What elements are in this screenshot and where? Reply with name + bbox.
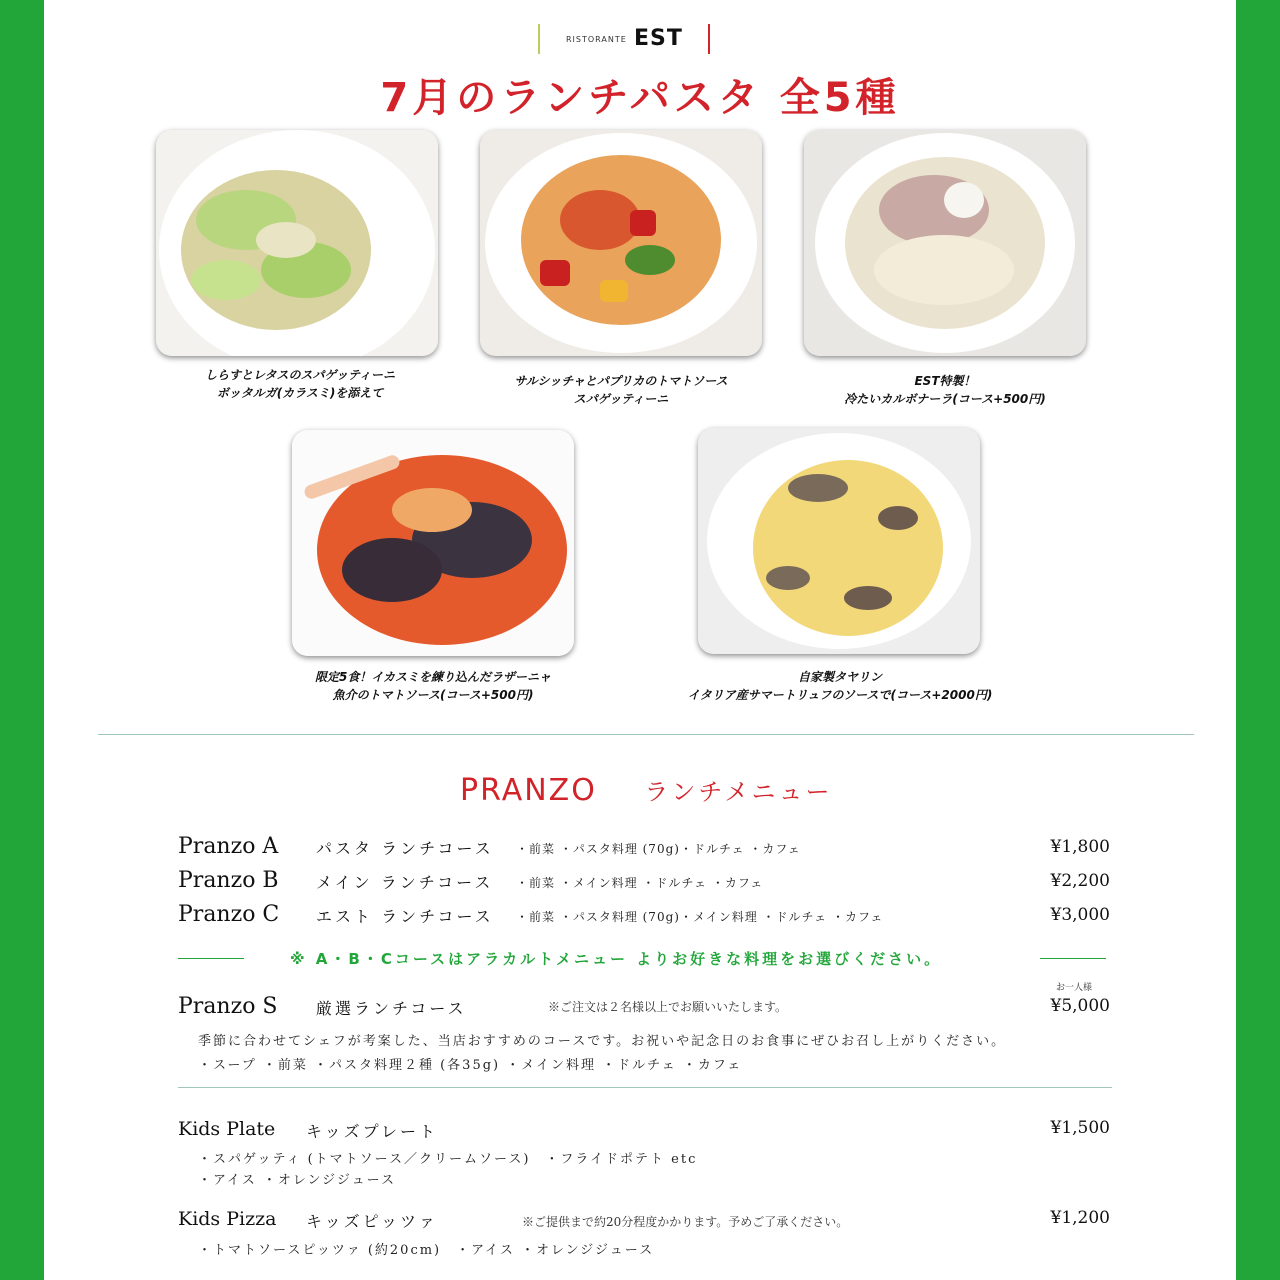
pasta-photo-2: [480, 130, 762, 356]
kids-plate-items: ・アイス ・オレンジジュース: [198, 1173, 396, 1188]
pasta-caption-4: [292, 668, 574, 704]
restaurant-logo: [538, 22, 710, 56]
course-items: ・前菜 ・パスタ料理 (70g)・メイン料理 ・ドルチェ ・カフェ: [516, 910, 884, 924]
section-divider: [98, 734, 1194, 735]
pasta-caption-1: [180, 366, 420, 402]
logo-right-bar: [708, 24, 710, 54]
caption-line: サルシッチャとパプリカのトマトソース: [514, 374, 728, 388]
course-type: パスタ ランチコース: [316, 839, 494, 858]
pasta-photo-3: [804, 130, 1086, 356]
course-name: Pranzo B: [178, 868, 279, 893]
caption-line: スパゲッティーニ: [573, 392, 669, 406]
per-person-label: お一人様: [1056, 983, 1093, 993]
kids-pizza-note: ※ご提供まで約20分程度かかります。予めご了承ください。: [522, 1215, 849, 1229]
pasta-caption-5: [660, 668, 1020, 704]
pranzo-heading: [460, 772, 832, 808]
course-type: 厳選ランチコース: [316, 999, 467, 1018]
pasta-photo-4: [292, 430, 574, 656]
pasta-photo-1: [156, 130, 438, 356]
course-price: ¥3,000: [1050, 905, 1110, 925]
kids-pizza-name: Kids Pizza: [178, 1208, 277, 1230]
abc-course-note: ※ A・B・Cコースはアラカルトメニュー よりお好きな料理をお選びください。: [290, 950, 943, 968]
kids-plate-price: ¥1,500: [1050, 1118, 1110, 1138]
logo-left-bar: [538, 24, 540, 54]
caption-line: 限定5食！イカスミを練り込んだラザーニャ: [315, 670, 551, 684]
caption-line: イタリア産サマートリュフのソースで(コース+2000円): [687, 688, 993, 702]
special-note: ※ご注文は２名様以上でお願いいたします。: [548, 1000, 788, 1014]
left-green-border: [0, 0, 44, 1280]
logo-est: EST: [634, 26, 683, 51]
pasta-caption-2: [480, 372, 762, 408]
course-price: ¥2,200: [1050, 871, 1110, 891]
caption-line: EST特製！: [914, 374, 976, 388]
kids-pizza-price: ¥1,200: [1050, 1208, 1110, 1228]
pasta-photo-5: [698, 428, 980, 654]
right-green-border: [1236, 0, 1280, 1280]
page-title: 7月のランチパスタ 全5種: [380, 75, 900, 121]
logo-ristorante: RISTORANTE: [566, 35, 627, 44]
note-rule-left: [178, 958, 244, 959]
kids-divider: [178, 1087, 1112, 1088]
course-name: Pranzo S: [178, 994, 278, 1019]
pasta-caption-3: [804, 372, 1086, 408]
kids-plate-items: ・スパゲッティ (トマトソース／クリームソース) ・フライドポテト etc: [198, 1152, 698, 1167]
note-rule-right: [1040, 958, 1106, 959]
caption-line: 冷たいカルボナーラ(コース+500円): [844, 392, 1046, 406]
kids-plate-name: Kids Plate: [178, 1118, 276, 1140]
caption-line: 自家製タヤリン: [797, 670, 882, 684]
caption-line: しらすとレタスのスパゲッティーニ: [204, 368, 396, 382]
pranzo-heading-jp: ランチメニュー: [644, 778, 833, 806]
course-name: Pranzo C: [178, 902, 280, 927]
course-price: ¥1,800: [1050, 837, 1110, 857]
course-type: エスト ランチコース: [316, 907, 494, 926]
course-name: Pranzo A: [178, 834, 279, 859]
kids-pizza-items: ・トマトソースピッツァ (約20cm) ・アイス ・オレンジジュース: [198, 1243, 655, 1258]
kids-pizza-jp: キッズピッツァ: [306, 1212, 438, 1231]
course-type: メイン ランチコース: [316, 873, 494, 892]
special-items: ・スープ ・前菜 ・パスタ料理２種 (各35g) ・メイン料理 ・ドルチェ ・カフェ: [198, 1058, 743, 1073]
special-description: 季節に合わせてシェフが考案した、当店おすすめのコースです。お祝いや記念日のお食事にぜひお召し上がりください。: [198, 1034, 1007, 1049]
course-items: ・前菜 ・メイン料理 ・ドルチェ ・カフェ: [516, 876, 764, 890]
course-items: ・前菜 ・パスタ料理 (70g)・ドルチェ ・カフェ: [516, 842, 801, 856]
course-price: ¥5,000: [1050, 996, 1110, 1016]
pranzo-heading-en: PRANZO: [460, 773, 597, 808]
caption-line: ボッタルガ(カラスミ)を添えて: [216, 386, 384, 400]
kids-plate-jp: キッズプレート: [306, 1122, 439, 1141]
caption-line: 魚介のトマトソース(コース+500円): [332, 688, 534, 702]
